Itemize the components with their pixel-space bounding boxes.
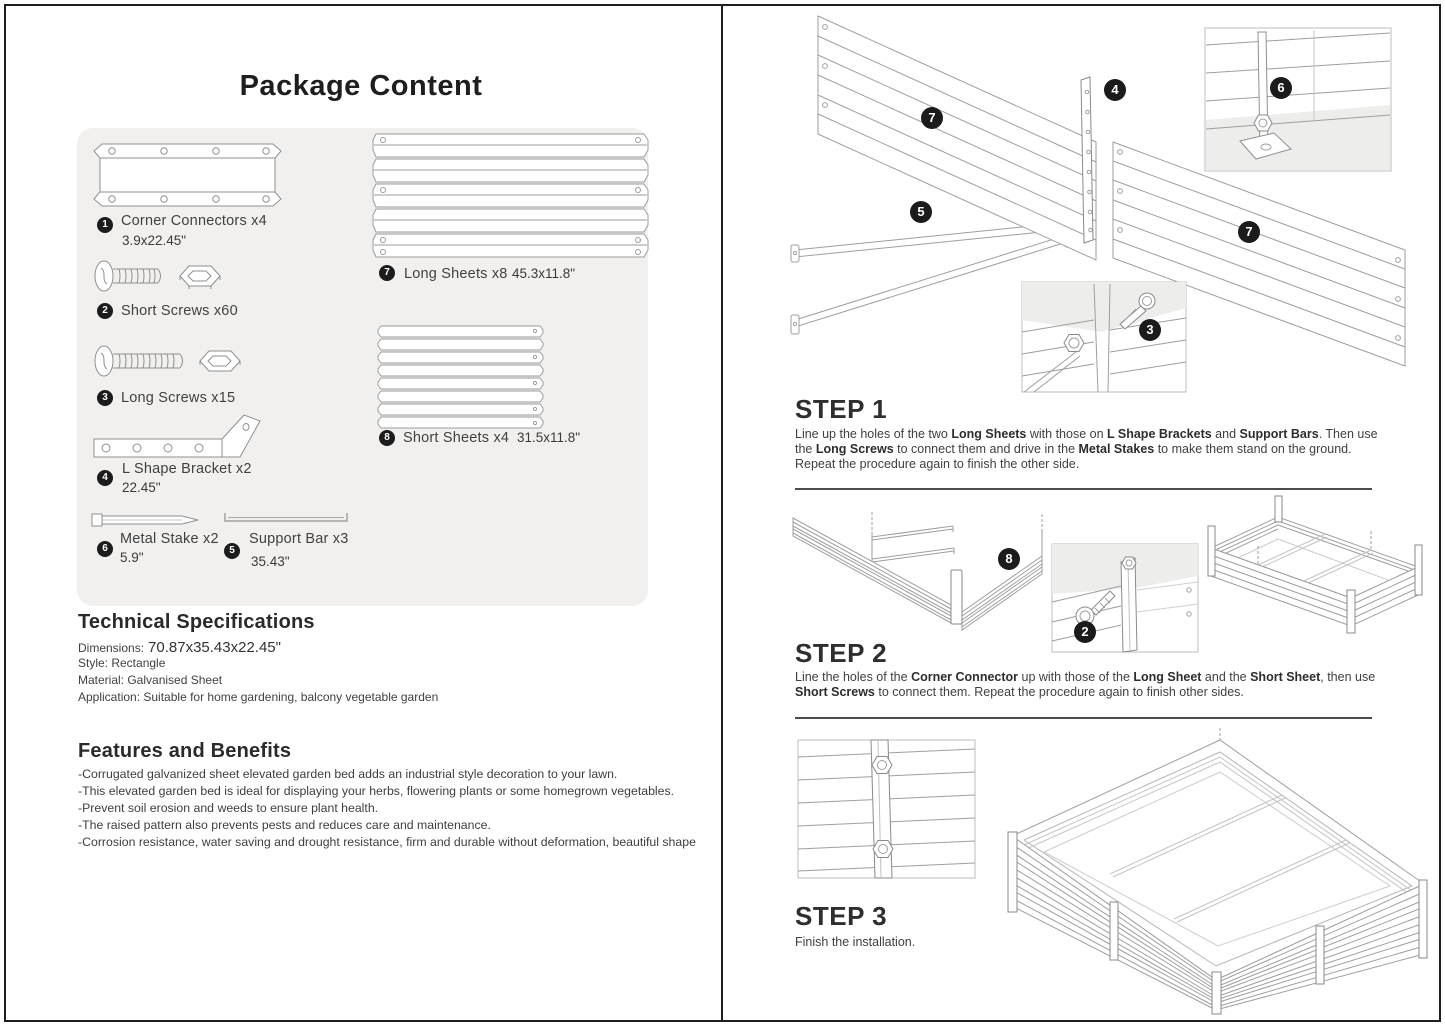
short-sheets-illustration — [376, 324, 546, 430]
item-badge: 4 — [97, 470, 113, 486]
item-label: Short Sheets x4 — [403, 430, 510, 446]
step1-screw-inset — [1022, 282, 1186, 392]
step-divider — [795, 488, 1372, 490]
spec-application: Application: Suitable for home gardening, balcony vegetable garden — [78, 690, 439, 704]
step3-body: Finish the installation. — [795, 935, 916, 949]
item-dimension: 31.5x11.8" — [517, 430, 581, 445]
short-screw-illustration — [92, 258, 228, 294]
step2-diagram — [793, 512, 1042, 630]
badge-metal-stake: 6 — [1270, 77, 1292, 99]
step2-body: Line the holes of the Corner Connector up with those of the Long Sheet and the Short Sheet, then use Short Screws to connect them. Repeat the procedure again to finish other sides. — [795, 670, 1376, 699]
item-dimension: 35.43" — [251, 554, 290, 569]
badge-short-sheet: 8 — [998, 548, 1020, 570]
spec-dimensions-label: Dimensions: — [78, 641, 145, 655]
feature-line: -This elevated garden bed is ideal for displaying your herbs, flowering plants or some homegrown vegetables. — [78, 784, 675, 798]
step1-body: Line up the holes of the two Long Sheets with those on L Shape Brackets and Support Bars. Then use the Long Screws to connect them and drive in the Metal Stakes to make them stand on the ground. Repeat the procedure again to finish the other side. — [795, 427, 1378, 471]
item-label: Short Screws x60 — [121, 303, 238, 319]
item-dimension: 5.9" — [120, 550, 144, 565]
features-title: Features and Benefits — [78, 740, 292, 762]
step3-assembled-bed — [1008, 728, 1427, 1014]
item-label: L Shape Bracket x2 — [122, 461, 252, 477]
item-badge: 2 — [97, 303, 113, 319]
spec-material: Material: Galvanised Sheet — [78, 673, 223, 687]
item-badge: 8 — [379, 430, 395, 446]
item-badge: 1 — [97, 217, 113, 233]
long-sheets-illustration — [372, 132, 649, 262]
feature-line: -Corrugated galvanized sheet elevated garden bed adds an industrial style decoration to your lawn. — [78, 767, 618, 781]
feature-line: -The raised pattern also prevents pests and reduces care and maintenance. — [78, 818, 491, 832]
assembly-diagrams — [722, 0, 1445, 1026]
page-divider — [721, 4, 723, 1022]
item-dimension: 3.9x22.45" — [122, 233, 187, 248]
l-shape-bracket-illustration — [92, 413, 270, 461]
tech-specs-title: Technical Specifications — [78, 611, 315, 633]
step1-stake-inset — [1205, 28, 1391, 171]
badge-long-screw: 3 — [1139, 319, 1161, 341]
metal-stake-illustration — [90, 512, 202, 528]
long-screw-illustration — [92, 342, 244, 380]
item-badge: 5 — [224, 543, 240, 559]
corner-connector-illustration — [90, 136, 286, 214]
item-badge: 3 — [97, 390, 113, 406]
spec-style: Style: Rectangle — [78, 656, 166, 670]
feature-line: -Prevent soil erosion and weeds to ensure plant health. — [78, 801, 379, 815]
item-label: Long Screws x15 — [121, 390, 236, 406]
step3-title: STEP 3 — [795, 901, 888, 931]
item-label: Metal Stake x2 — [120, 531, 219, 547]
badge-short-screw: 2 — [1074, 621, 1096, 643]
page-title: Package Content — [239, 70, 483, 102]
item-badge: 7 — [379, 265, 395, 281]
step2-title: STEP 2 — [795, 638, 888, 668]
feature-line: -Corrosion resistance, water saving and drought resistance, firm and durable without deformation, beautiful shape — [78, 835, 696, 849]
badge-l-shape-bracket: 4 — [1104, 79, 1126, 101]
badge-long-sheet-right: 7 — [1238, 221, 1260, 243]
support-bar-illustration — [222, 510, 350, 526]
step2-finished-frame — [1208, 496, 1422, 633]
item-badge: 6 — [97, 541, 113, 557]
step1-title: STEP 1 — [795, 394, 888, 424]
badge-long-sheet-left: 7 — [921, 107, 943, 129]
item-label: Corner Connectors x4 — [121, 213, 267, 229]
badge-support-bar: 5 — [910, 201, 932, 223]
item-dimension: 22.45" — [122, 480, 161, 495]
item-label: Support Bar x3 — [249, 531, 349, 547]
step-divider — [795, 717, 1372, 719]
item-dimension: 45.3x11.8" — [512, 266, 576, 281]
spec-dimensions — [78, 639, 281, 656]
spec-dimensions-value: 70.87x35.43x22.45" — [148, 639, 281, 656]
step3-bolt-inset — [798, 740, 975, 878]
item-label: Long Sheets x8 — [404, 266, 508, 282]
